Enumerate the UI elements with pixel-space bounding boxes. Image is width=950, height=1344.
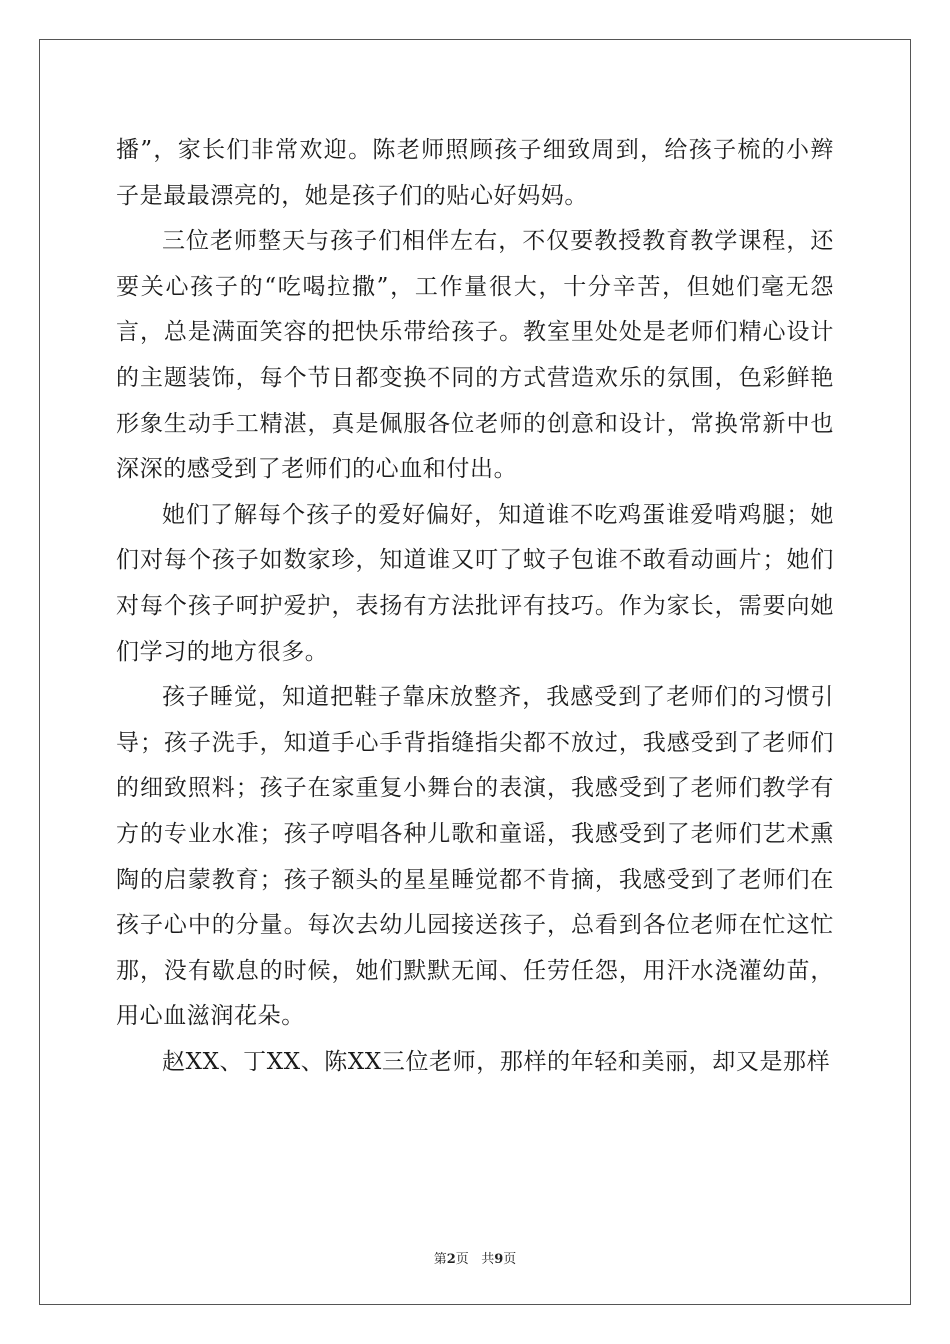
paragraph-4: 孩子睡觉，知道把鞋子靠床放整齐，我感受到了老师们的习惯引导；孩子洗手，知道手心手背指缝指尖都不放过，我感受到了老师们的细致照料；孩子在家重复小舞台的表演，我感受到了老师们教学有方的专业水准；孩子哼唱各种儿歌和童谣，我感受到了老师们艺术熏陶的启蒙教育；孩子额头的星星睡觉都不肯摘，我感受到了老师们在孩子心中的分量。每次去幼儿园接送孩子，总看到各位老师在忙这忙那，没有歇息的时候，她们默默无闻、任劳任怨，用汗水浇灌幼苗，用心血滋润花朵。 [116,684,834,1030]
document-body [116,128,834,1085]
total-suffix: 页 [503,1252,517,1267]
paragraph-5: 赵XX、丁XX、陈XX三位老师，那样的年轻和美丽，却又是那样 [162,1048,831,1075]
paragraph-1: 播”，家长们非常欢迎。陈老师照顾孩子细致周到，给孩子梳的小辫子是最最漂亮的，她是孩子们的贴心好妈妈。 [116,137,834,209]
page-number: 2 [446,1252,456,1267]
page-footer [0,1248,950,1267]
paragraph-2: 三位老师整天与孩子们相伴左右，不仅要教授教育教学课程，还要关心孩子的“吃喝拉撒”，工作量很大，十分辛苦，但她们毫无怨言，总是满面笑容的把快乐带给孩子。教室里处处是老师们精心设计的主题装饰，每个节日都变换不同的方式营造欢乐的氛围，色彩鲜艳形象生动手工精湛，真是佩服各位老师的创意和设计，常换常新中也深深的感受到了老师们的心血和付出。 [116,228,834,483]
total-pages: 9 [494,1252,504,1267]
page-suffix: 页 [455,1252,469,1267]
paragraph-3: 她们了解每个孩子的爱好偏好，知道谁不吃鸡蛋谁爱啃鸡腿；她们对每个孩子如数家珍，知道谁又叮了蚊子包谁不敢看动画片；她们对每个孩子呵护爱护，表扬有方法批评有技巧。作为家长，需要向她们学习的地方很多。 [116,501,834,665]
page-prefix: 第 [433,1252,447,1267]
total-prefix: 共 [481,1252,495,1267]
